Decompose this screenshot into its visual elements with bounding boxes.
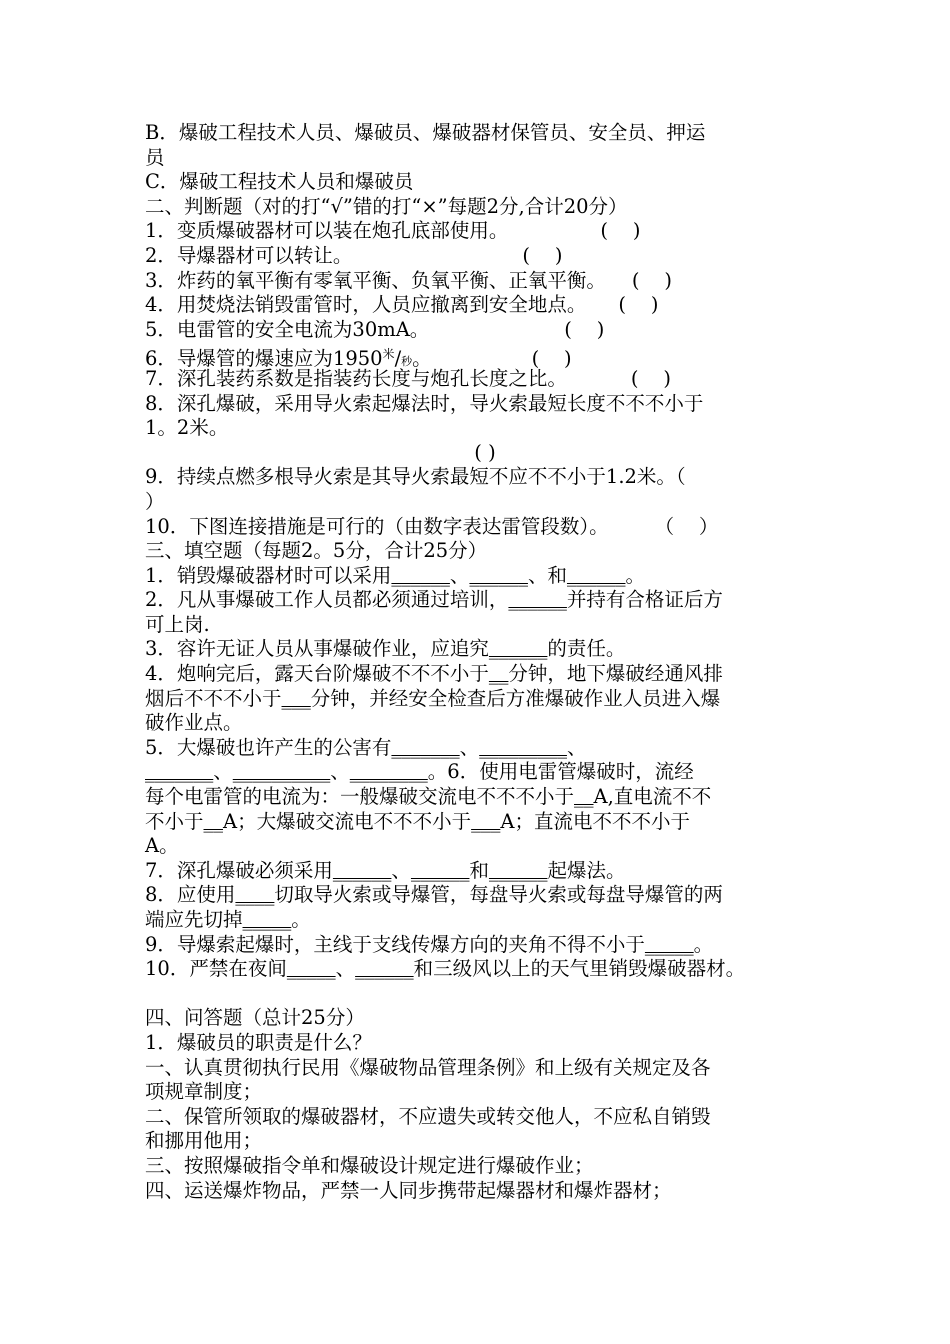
fill-item-5-cont: _______、__________、________。6．使用电雷管爆破时，流经: [145, 760, 694, 784]
fill-item-6-cont: 不小于__A；大爆破交流电不不不小于___A；直流电不不不小于: [145, 809, 690, 833]
qa-answer-line: 项规章制度；: [145, 1080, 263, 1104]
answer-blank: ______: [332, 858, 392, 882]
judgment-item-4: 4．用焚烧法销毁雷管时，人员应撤离到安全地点。 ( ): [145, 293, 659, 317]
qa-answer-line: 一、认真贯彻执行民用《爆破物品管理条例》和上级有关规定及各: [145, 1055, 711, 1079]
answer-blank: ______: [355, 957, 414, 981]
answer-blank: ______: [469, 563, 528, 587]
answer-blank: _______: [391, 735, 460, 759]
judgment-item-5: 5．电雷管的安全电流为30mA。 ( ): [145, 317, 605, 341]
answer-blank: ______: [566, 563, 626, 587]
judgment-item-2: 2．导爆器材可以转让。 ( ): [145, 243, 563, 267]
answer-blank: ______: [488, 858, 548, 882]
judgment-item-8-cont: 1。2米。: [145, 416, 229, 440]
qa-answer-line: 四、运送爆炸物品，严禁一人同步携带起爆器材和爆炸器材；: [145, 1178, 672, 1202]
fill-item-10: 10．严禁在夜间_____、______和三级风以上的天气里销毁爆破器材。: [145, 957, 746, 981]
judgment-item-8-paren: ( ): [474, 440, 496, 464]
answer-blank: __: [488, 662, 509, 686]
answer-blank: __: [203, 809, 224, 833]
judgment-item-9-cont: ）: [145, 489, 165, 513]
answer-blank: ______: [391, 563, 450, 587]
qa-question-1: 1．爆破员的职责是什么？: [145, 1030, 372, 1054]
fill-item-6-end: A。: [145, 834, 179, 858]
judgment-item-10: 10．下图连接措施是可行的（由数字表达雷管段数）。 （ ）: [145, 514, 719, 538]
answer-blank: ______: [508, 588, 567, 612]
option-c: C．爆破工程技术人员和爆破员: [145, 170, 414, 194]
fill-item-3: 3．容许无证人员从事爆破作业，应追究______的责任。: [145, 637, 626, 661]
fill-item-4: 4．炮响完后，露天台阶爆破不不不小于__分钟，地下爆破经通风排: [145, 662, 723, 686]
fill-item-1: 1．销毁爆破器材时可以采用______、______、和______。: [145, 563, 645, 587]
answer-blank: _____: [242, 908, 292, 931]
spacer: [145, 982, 825, 1007]
answer-blank: _______: [145, 760, 214, 784]
judgment-item-8: 8．深孔爆破，采用导火索起爆法时，导火索最短长度不不不小于: [145, 391, 704, 415]
judgment-item-7: 7．深孔装药系数是指装药长度与炮孔长度之比。 ( ): [145, 366, 671, 390]
judgment-item-6: 6．导爆管的爆速应为$1950^米/$秒。 ( ): [145, 347, 572, 371]
fill-item-2-cont: 可上岗.: [145, 612, 210, 636]
answer-blank: ______: [410, 858, 470, 882]
answer-blank: __________: [232, 760, 331, 784]
section-judgment-title: 二、判断题（对的打“√”错的打“×”每题2分,合计20分）: [145, 194, 628, 218]
fill-item-4-end: 破作业点。: [145, 711, 243, 735]
answer-blank: ________: [349, 760, 428, 784]
fill-item-5: 5．大爆破也许产生的公害有_______、_________、: [145, 735, 587, 759]
answer-blank: _____: [644, 932, 694, 956]
qa-answer-line: 三、按照爆破指令单和爆破设计规定进行爆破作业；: [145, 1153, 594, 1177]
judgment-item-9: 9．持续点燃多根导火索是其导火索最短不应不不小于1.2米。（: [145, 465, 686, 489]
answer-blank: ____: [235, 883, 275, 907]
fill-item-8: 8．应使用____切取导火索或导爆管，每盘导火索或每盘导爆管的两: [145, 883, 723, 907]
answer-blank: ______: [488, 637, 548, 661]
answer-blank: __: [574, 785, 594, 809]
judgment-item-1: 1．变质爆破器材可以装在炮孔底部使用。 ( ): [145, 219, 641, 243]
fill-item-8-cont: 端应先切掉_____。: [145, 908, 311, 931]
answer-blank: _____: [286, 957, 336, 981]
answer-blank: ___: [471, 809, 501, 833]
section-fill-title: 三、填空题（每题2。5分，合计25分）: [145, 539, 488, 563]
document-page: [145, 121, 825, 1203]
answer-blank: _________: [479, 735, 567, 759]
option-b-cont: 员: [145, 145, 165, 169]
answer-blank: ___: [281, 686, 311, 710]
fill-item-4-cont: 烟后不不不小于___分钟，并经安全检查后方准爆破作业人员进入爆: [145, 686, 721, 710]
fill-item-2: 2．凡从事爆破工作人员都必须通过培训，______并持有合格证后方: [145, 588, 723, 612]
fill-item-7: 7．深孔爆破必须采用______、______和______起爆法。: [145, 858, 626, 882]
fill-item-6: 每个电雷管的电流为：一般爆破交流电不不不小于__A,直电流不不: [145, 785, 712, 809]
option-b: B．爆破工程技术人员、爆破员、爆破器材保管员、安全员、押运: [145, 121, 706, 144]
section-qa-title: 四、问答题（总计25分）: [145, 1006, 365, 1030]
qa-answer-line: 二、保管所领取的爆破器材，不应遗失或转交他人，不应私自销毁: [145, 1104, 711, 1128]
fill-item-9: 9．导爆索起爆时，主线于支线传爆方向的夹角不得不小于_____。: [145, 932, 714, 956]
qa-answer-line: 和挪用他用；: [145, 1129, 263, 1153]
judgment-item-3: 3．炸药的氧平衡有零氧平衡、负氧平衡、正氧平衡。 ( ): [145, 268, 672, 292]
